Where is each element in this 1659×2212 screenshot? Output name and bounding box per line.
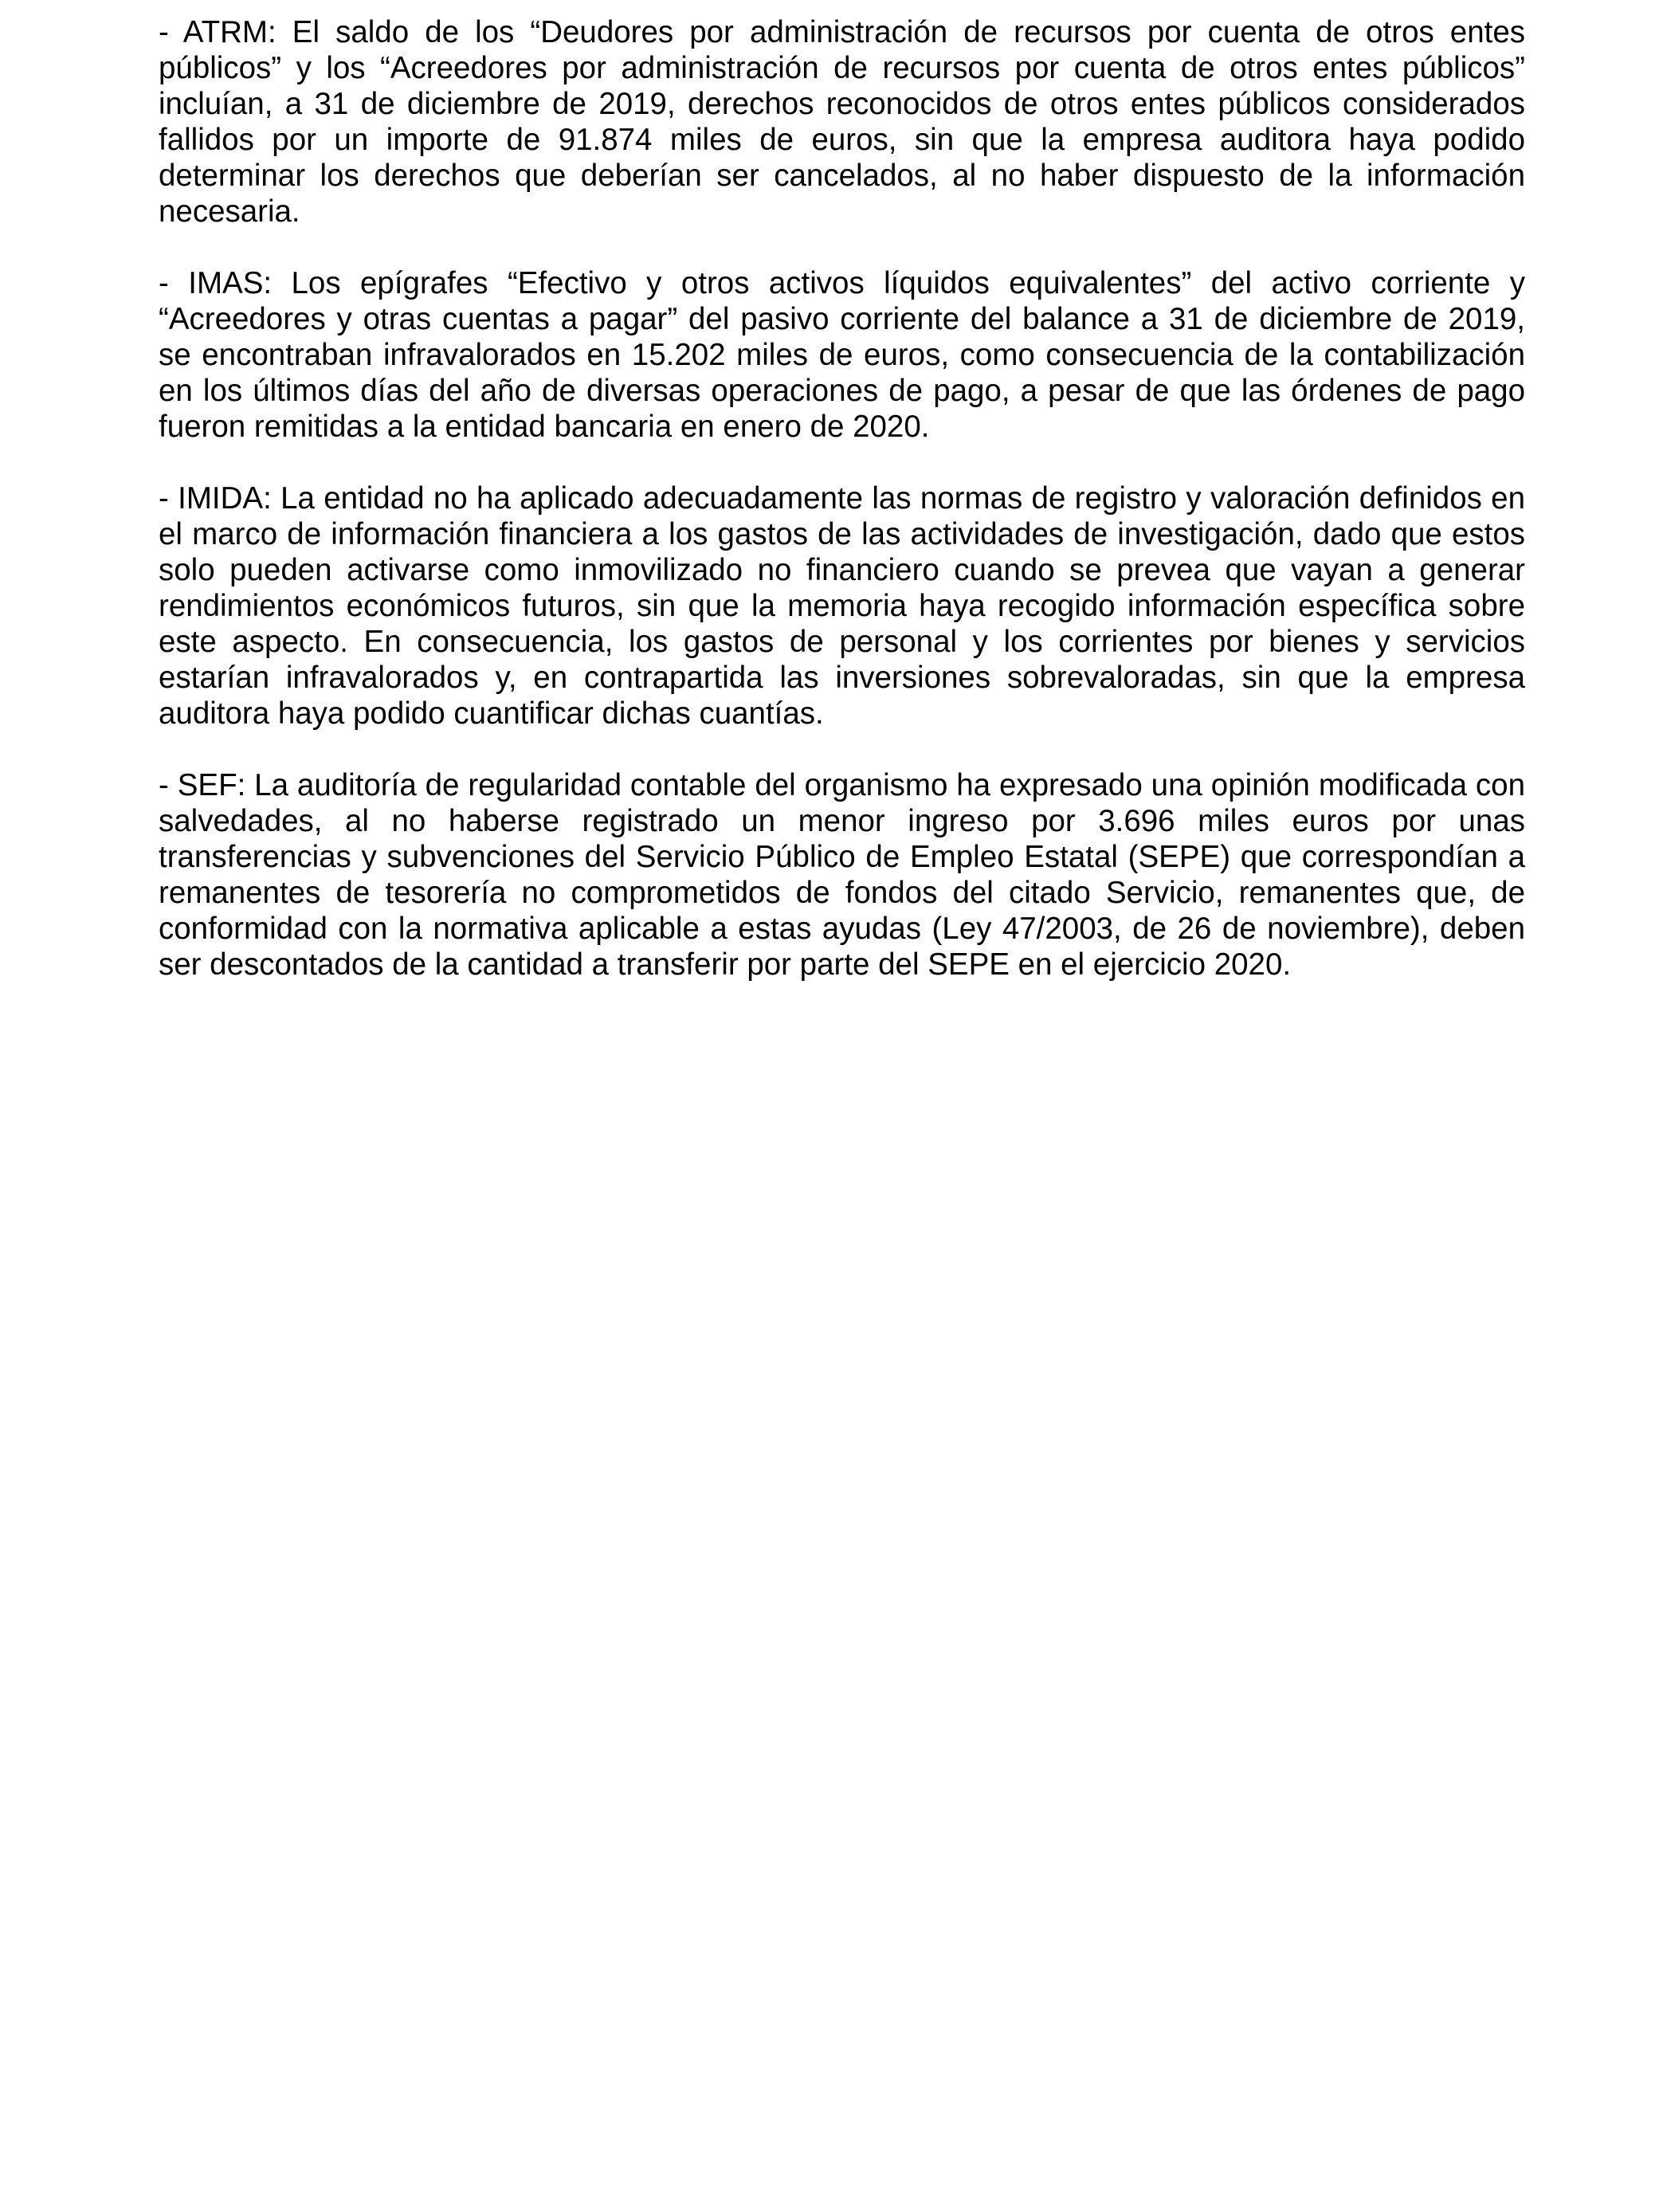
paragraph-sef: - SEF: La auditoría de regularidad contable del organismo ha expresado una opinión modificada con salvedades, al no haberse registrado un menor ingreso por 3.696 miles euros por unas transferencias y subvenciones del Servicio Público de Empleo Estatal (SEPE) que correspondían a remanentes de tesorería no comprometidos de fondos del citado Servicio, remanentes que, de conformidad con la normativa aplicable a estas ayudas (Ley 47/2003, de 26 de noviembre), deben ser descontados de la cantidad a transferir por parte del SEPE en el ejercicio 2020. xyxy=(159,768,1525,982)
paragraph-imas: - IMAS: Los epígrafes “Efectivo y otros activos líquidos equivalentes” del activo corriente y “Acreedores y otras cuentas a pagar” del pasivo corriente del balance a 31 de diciembre de 2019, se encontraban infravalorados en 15.202 miles de euros, como consecuencia de la contabilización en los últimos días del año de diversas operaciones de pago, a pesar de que las órdenes de pago fueron remitidas a la entidad bancaria en enero de 2020. xyxy=(159,266,1525,444)
document-body xyxy=(159,14,1525,1018)
paragraph-imida: - IMIDA: La entidad no ha aplicado adecuadamente las normas de registro y valoración definidos en el marco de información financiera a los gastos de las actividades de investigación, dado que estos solo pueden activarse como inmovilizado no financiero cuando se prevea que vayan a generar rendimientos económicos futuros, sin que la memoria haya recogido información específica sobre este aspecto. En consecuencia, los gastos de personal y los corrientes por bienes y servicios estarían infravalorados y, en contrapartida las inversiones sobrevaloradas, sin que la empresa auditora haya podido cuantificar dichas cuantías. xyxy=(159,481,1525,731)
paragraph-atrm: - ATRM: El saldo de los “Deudores por administración de recursos por cuenta de otros entes públicos” y los “Acreedores por administración de recursos por cuenta de otros entes públicos” incluían, a 31 de diciembre de 2019, derechos reconocidos de otros entes públicos considerados fallidos por un importe de 91.874 miles de euros, sin que la empresa auditora haya podido determinar los derechos que deberían ser cancelados, al no haber dispuesto de la información necesaria. xyxy=(159,15,1525,229)
